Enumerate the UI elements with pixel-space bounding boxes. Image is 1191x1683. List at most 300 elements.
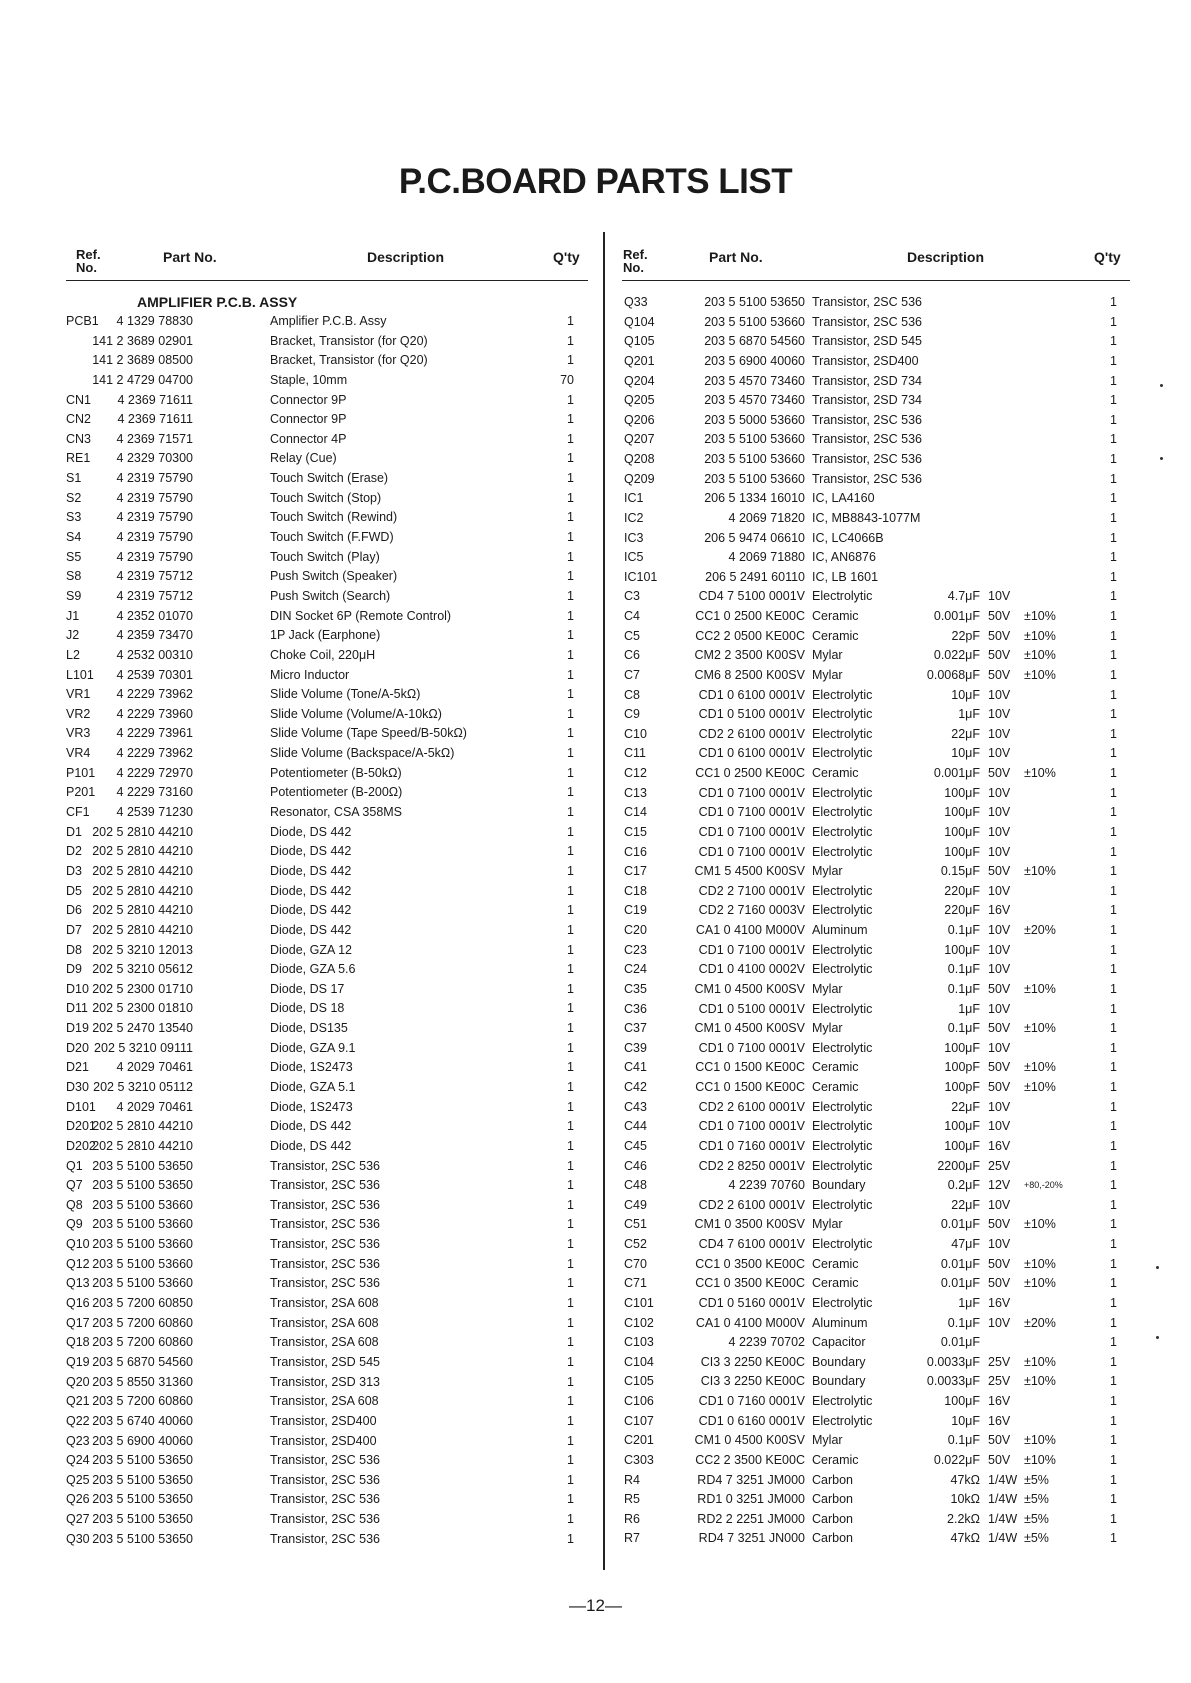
table-row xyxy=(622,1039,1130,1059)
tolerance-cell: ±5% xyxy=(1024,1531,1049,1546)
rating-cell: 10V xyxy=(988,1237,1011,1251)
ref-cell: C17 xyxy=(624,864,647,879)
description-cell: Mylar xyxy=(812,648,843,663)
rating-cell: 1/4W xyxy=(988,1511,1018,1526)
description-cell: Capacitor xyxy=(812,1335,866,1350)
value-cell: 0.15μF xyxy=(940,864,980,879)
ref-cell: Q33 xyxy=(624,295,648,309)
table-row xyxy=(622,1196,1130,1216)
ref-cell: D6 xyxy=(66,903,82,918)
qty-cell: 1 xyxy=(567,1453,574,1468)
table-row xyxy=(66,312,588,332)
rating-cell: 10V xyxy=(988,962,1011,977)
description-cell: Transistor, 2SD 313 xyxy=(270,1374,381,1389)
part-no-cell: CD2 2 8250 0001V xyxy=(698,1158,805,1173)
ref-cell: Q206 xyxy=(624,412,655,427)
table-row xyxy=(622,1392,1130,1412)
part-no-cell: 203 5 6740 40060 xyxy=(92,1413,193,1428)
description-cell: IC, MB8843-1077M xyxy=(812,510,921,525)
qty-cell: 1 xyxy=(1110,707,1117,722)
qty-cell: 1 xyxy=(567,1217,574,1232)
qty-cell: 1 xyxy=(567,1197,574,1212)
description-cell: Transistor, 2SD 734 xyxy=(812,393,923,408)
ref-cell: C10 xyxy=(624,726,647,741)
qty-cell: 1 xyxy=(1110,628,1117,643)
part-no-cell: CC1 0 3500 KE00C xyxy=(695,1256,805,1271)
part-no-cell: 202 5 3210 05612 xyxy=(92,962,193,977)
qty-cell: 1 xyxy=(1110,1080,1117,1094)
qty-cell: 1 xyxy=(567,1296,574,1311)
part-no-cell: 4 2319 75790 xyxy=(116,510,193,525)
rating-cell: 50V xyxy=(988,766,1011,780)
description-cell: IC, LC4066B xyxy=(812,530,884,545)
part-no-cell: CC1 0 2500 KE00C xyxy=(695,609,805,623)
description-cell: Boundary xyxy=(812,1178,866,1193)
ref-cell: D20 xyxy=(66,1040,89,1055)
table-row xyxy=(622,430,1130,450)
tolerance-cell: ±10% xyxy=(1024,1374,1056,1389)
rating-cell: 10V xyxy=(988,1040,1011,1055)
description-cell: Transistor, 2SD 545 xyxy=(812,334,923,349)
value-cell: 0.01μF xyxy=(940,1217,980,1232)
header-qty: Q'ty xyxy=(553,249,580,265)
description-cell: Connector 4P xyxy=(270,431,347,446)
part-no-cell: CM1 0 4500 K00SV xyxy=(694,1433,805,1448)
description-cell: Transistor, 2SC 536 xyxy=(270,1237,381,1252)
ref-cell: D7 xyxy=(66,922,82,937)
table-row xyxy=(622,352,1130,372)
description-cell: Ceramic xyxy=(812,628,859,643)
part-no-cell: 4 2029 70461 xyxy=(116,1099,193,1114)
rating-cell: 50V xyxy=(988,981,1011,996)
ref-cell: C7 xyxy=(624,667,640,682)
part-no-cell: 203 5 5100 53650 xyxy=(92,1178,193,1193)
table-row xyxy=(622,568,1130,588)
part-no-cell: CD4 7 5100 0001V xyxy=(698,589,805,604)
part-no-cell: 202 5 2810 44210 xyxy=(92,903,193,918)
part-no-cell: 203 5 5100 53650 xyxy=(92,1492,193,1507)
part-no-cell: 203 5 7200 60860 xyxy=(92,1315,193,1330)
header-description: Description xyxy=(367,249,445,265)
ref-cell: D11 xyxy=(66,1001,89,1016)
ref-cell: C107 xyxy=(624,1413,654,1428)
part-no-cell: 4 2319 75790 xyxy=(116,490,193,505)
part-no-cell: 203 5 5100 53650 xyxy=(92,1158,193,1173)
part-no-cell: 4 2539 71230 xyxy=(116,805,193,820)
qty-cell: 1 xyxy=(1110,1099,1117,1114)
tolerance-cell: ±10% xyxy=(1024,1433,1056,1448)
qty-cell: 1 xyxy=(567,824,574,839)
table-row xyxy=(622,529,1130,549)
ref-cell: C16 xyxy=(624,844,647,859)
part-no-cell: CI3 3 2250 KE00C xyxy=(700,1354,805,1369)
description-cell: Electrolytic xyxy=(812,844,873,859)
ref-cell: D3 xyxy=(66,863,82,878)
description-cell: Touch Switch (Rewind) xyxy=(270,510,398,525)
part-no-cell: 202 5 2470 13540 xyxy=(92,1021,193,1036)
rating-cell: 10V xyxy=(988,726,1011,741)
qty-cell: 1 xyxy=(567,647,574,662)
part-no-cell: 202 5 2810 44210 xyxy=(92,824,193,839)
table-row xyxy=(622,1176,1130,1196)
part-no-cell: 4 2369 71611 xyxy=(117,412,193,427)
rating-cell: 12V xyxy=(988,1178,1011,1193)
description-cell: Relay (Cue) xyxy=(270,451,337,466)
part-no-cell: CD1 0 5100 0001V xyxy=(698,1001,805,1016)
rating-cell: 10V xyxy=(988,687,1011,702)
description-cell: Transistor, 2SC 536 xyxy=(270,1472,381,1487)
table-row xyxy=(622,1019,1130,1039)
part-no-cell: 4 2359 73470 xyxy=(116,628,193,643)
rating-cell: 10V xyxy=(988,923,1011,937)
table-row xyxy=(622,1372,1130,1392)
ref-cell: D9 xyxy=(66,962,82,977)
description-cell: Electrolytic xyxy=(812,1158,873,1173)
table-row xyxy=(66,842,588,862)
ref-cell: D2 xyxy=(66,844,82,859)
ref-cell: S5 xyxy=(66,549,82,564)
description-cell: Electrolytic xyxy=(812,824,873,839)
qty-cell: 1 xyxy=(567,333,574,348)
rating-cell: 50V xyxy=(988,628,1011,643)
table-row xyxy=(66,882,588,902)
value-cell: 0.2μF xyxy=(947,1178,980,1193)
description-cell: Transistor, 2SC 536 xyxy=(270,1158,381,1173)
description-cell: Slide Volume (Volume/A-10kΩ) xyxy=(270,706,442,721)
ref-cell: VR1 xyxy=(66,687,91,702)
ref-cell: Q30 xyxy=(66,1531,90,1546)
rating-cell: 1/4W xyxy=(988,1492,1018,1507)
part-no-cell: 202 5 3210 05112 xyxy=(93,1079,193,1094)
description-cell: Transistor, 2SC 536 xyxy=(270,1492,381,1507)
description-cell: Ceramic xyxy=(812,766,859,780)
qty-cell: 1 xyxy=(1110,1374,1117,1389)
qty-cell: 1 xyxy=(567,1374,574,1389)
description-cell: Slide Volume (Backspace/A-5kΩ) xyxy=(270,746,455,761)
part-no-cell: 4 2229 73962 xyxy=(116,746,193,761)
qty-cell: 1 xyxy=(567,588,574,603)
qty-cell: 1 xyxy=(567,1492,574,1507)
qty-cell: 1 xyxy=(567,1433,574,1448)
description-cell: Diode, DS 442 xyxy=(270,844,352,859)
description-cell: Push Switch (Speaker) xyxy=(270,569,398,584)
table-row xyxy=(66,1353,588,1373)
table-row xyxy=(622,332,1130,352)
table-row xyxy=(66,764,588,784)
description-cell: Diode, DS 442 xyxy=(270,922,352,937)
description-cell: Transistor, 2SC 536 xyxy=(270,1178,381,1193)
qty-cell: 1 xyxy=(1110,962,1117,977)
qty-cell: 1 xyxy=(567,883,574,898)
ref-cell: Q27 xyxy=(66,1512,90,1527)
qty-cell: 1 xyxy=(1110,1178,1117,1193)
description-cell: Diode, GZA 5.6 xyxy=(270,962,356,977)
table-row xyxy=(622,843,1130,863)
ref-cell: Q22 xyxy=(66,1413,90,1428)
qty-cell: 1 xyxy=(567,1256,574,1271)
qty-cell: 70 xyxy=(560,372,574,387)
description-cell: Diode, GZA 5.1 xyxy=(270,1079,356,1094)
table-row xyxy=(66,469,588,489)
description-cell: Diode, DS135 xyxy=(270,1021,348,1036)
qty-cell: 1 xyxy=(567,1060,574,1075)
rating-cell: 50V xyxy=(988,1452,1011,1467)
ref-cell: C39 xyxy=(624,1040,647,1055)
ref-cell: C44 xyxy=(624,1119,647,1134)
part-no-cell: CD1 0 5160 0001V xyxy=(698,1295,805,1310)
value-cell: 100pF xyxy=(944,1080,980,1094)
table-row xyxy=(66,1176,588,1196)
value-cell: 100μF xyxy=(944,824,980,839)
ref-cell: C52 xyxy=(624,1237,647,1251)
table-row xyxy=(622,666,1130,686)
description-cell: Mylar xyxy=(812,667,843,682)
description-cell: Diode, DS 17 xyxy=(270,981,345,996)
rating-cell: 50V xyxy=(988,1433,1011,1448)
description-cell: Electrolytic xyxy=(812,1295,873,1310)
table-row xyxy=(622,313,1130,333)
description-cell: Aluminum xyxy=(812,923,868,937)
qty-cell: 1 xyxy=(1110,1217,1117,1232)
ref-cell: D19 xyxy=(66,1021,89,1036)
description-cell: DIN Socket 6P (Remote Control) xyxy=(270,608,452,623)
table-row xyxy=(622,1078,1130,1098)
table-row xyxy=(622,587,1130,607)
ref-cell: C103 xyxy=(624,1335,654,1350)
description-cell: Transistor, 2SC 536 xyxy=(812,452,923,466)
ref-cell: Q207 xyxy=(624,432,655,447)
part-no-cell: 203 5 5100 53660 xyxy=(92,1217,193,1232)
part-no-cell: CC1 0 1500 KE00C xyxy=(695,1080,805,1094)
ref-cell: Q104 xyxy=(624,314,655,329)
value-cell: 22μF xyxy=(951,726,980,741)
value-cell: 220μF xyxy=(944,883,980,898)
part-no-cell: CD1 0 6100 0001V xyxy=(698,687,805,702)
table-row xyxy=(622,1117,1130,1137)
qty-cell: 1 xyxy=(1110,785,1117,800)
part-no-cell: 202 5 2810 44210 xyxy=(92,1138,193,1153)
part-no-cell: RD4 7 3251 JM000 xyxy=(697,1472,805,1487)
description-cell: Electrolytic xyxy=(812,687,873,702)
value-cell: 47μF xyxy=(951,1237,980,1251)
value-cell: 100μF xyxy=(944,785,980,800)
table-row xyxy=(622,686,1130,706)
ref-cell: R5 xyxy=(624,1492,640,1507)
part-no-cell: 4 2539 70301 xyxy=(116,667,193,682)
description-cell: Diode, DS 442 xyxy=(270,883,352,898)
part-no-cell: 203 5 6900 40060 xyxy=(92,1433,193,1448)
ref-cell: C14 xyxy=(624,805,647,820)
qty-cell: 1 xyxy=(1110,412,1117,427)
part-no-cell: CD2 2 7100 0001V xyxy=(698,883,805,898)
ref-cell: Q204 xyxy=(624,373,655,388)
table-row xyxy=(66,1157,588,1177)
part-no-cell: 202 5 2300 01710 xyxy=(92,981,193,996)
part-no-cell: 4 2239 70702 xyxy=(728,1335,805,1350)
value-cell: 220μF xyxy=(944,903,980,918)
description-cell: Transistor, 2SC 536 xyxy=(812,295,923,309)
qty-cell: 1 xyxy=(567,569,574,584)
ref-cell: Q21 xyxy=(66,1394,90,1409)
table-row xyxy=(66,1333,588,1353)
table-row xyxy=(622,470,1130,490)
rating-cell: 16V xyxy=(988,1138,1011,1153)
qty-cell: 1 xyxy=(1110,353,1117,368)
ref-cell: S8 xyxy=(66,569,82,584)
description-cell: Mylar xyxy=(812,981,843,996)
table-row xyxy=(66,960,588,980)
value-cell: 0.022μF xyxy=(933,1452,980,1467)
part-no-cell: CD1 0 7100 0001V xyxy=(698,844,805,859)
ref-cell: D101 xyxy=(66,1099,96,1114)
description-cell: Transistor, 2SC 536 xyxy=(812,471,923,486)
tolerance-cell: +80,-20% xyxy=(1024,1180,1063,1191)
ref-cell: C6 xyxy=(624,648,640,663)
table-row xyxy=(66,1530,588,1550)
table-row xyxy=(66,1078,588,1098)
description-cell: Transistor, 2SD400 xyxy=(812,353,919,368)
value-cell: 10kΩ xyxy=(950,1492,980,1507)
qty-cell: 1 xyxy=(1110,373,1117,388)
table-row xyxy=(66,1235,588,1255)
description-cell: Bracket, Transistor (for Q20) xyxy=(270,353,428,368)
part-no-cell: RD1 0 3251 JM000 xyxy=(697,1492,805,1507)
ref-cell: Q16 xyxy=(66,1296,90,1311)
table-row xyxy=(66,685,588,705)
table-row xyxy=(622,1412,1130,1432)
qty-cell: 1 xyxy=(1110,1354,1117,1369)
part-no-cell: CD1 0 6160 0001V xyxy=(698,1413,805,1428)
part-no-cell: 203 5 5100 53660 xyxy=(704,471,805,486)
ref-cell: L2 xyxy=(66,647,80,662)
header-part-no: Part No. xyxy=(709,249,763,265)
table-row xyxy=(66,1098,588,1118)
value-cell: 10μF xyxy=(951,687,980,702)
rating-cell: 10V xyxy=(988,1099,1011,1114)
ref-cell: Q8 xyxy=(66,1197,83,1212)
table-row xyxy=(622,1510,1130,1530)
qty-cell: 1 xyxy=(567,1001,574,1016)
ref-cell: C18 xyxy=(624,883,647,898)
part-no-cell: 4 2329 70300 xyxy=(116,451,193,466)
ref-cell: C19 xyxy=(624,903,647,918)
description-cell: Electrolytic xyxy=(812,883,873,898)
ref-cell: C201 xyxy=(624,1433,654,1448)
rating-cell: 50V xyxy=(988,1021,1011,1036)
ref-cell: R7 xyxy=(624,1531,640,1546)
description-cell: Transistor, 2SA 608 xyxy=(270,1296,379,1311)
ref-cell: Q25 xyxy=(66,1472,90,1487)
qty-cell: 1 xyxy=(567,922,574,937)
part-no-cell: 4 1329 78830 xyxy=(116,314,193,328)
qty-cell: 1 xyxy=(567,1354,574,1369)
qty-cell: 1 xyxy=(1110,746,1117,761)
ref-cell: Q23 xyxy=(66,1433,90,1448)
qty-cell: 1 xyxy=(567,706,574,721)
header-no: No. xyxy=(76,260,97,275)
scan-speck xyxy=(1160,384,1163,387)
qty-cell: 1 xyxy=(567,392,574,407)
value-cell: 0.1μF xyxy=(947,962,980,977)
tolerance-cell: ±10% xyxy=(1024,1452,1056,1467)
part-no-cell: CD1 0 6100 0001V xyxy=(698,746,805,761)
table-row xyxy=(622,391,1130,411)
description-cell: Push Switch (Search) xyxy=(270,588,391,603)
value-cell: 22μF xyxy=(951,1099,980,1114)
table-row xyxy=(66,1490,588,1510)
ref-cell: C9 xyxy=(624,707,640,722)
description-cell: Electrolytic xyxy=(812,1413,873,1428)
qty-cell: 1 xyxy=(567,1472,574,1487)
ref-cell: D201 xyxy=(66,1119,96,1134)
rating-cell: 50V xyxy=(988,648,1011,663)
ref-cell: C12 xyxy=(624,766,647,780)
part-no-cell: CD1 0 7160 0001V xyxy=(698,1394,805,1408)
part-no-cell: 141 2 4729 04700 xyxy=(92,372,193,387)
qty-cell: 1 xyxy=(567,314,574,328)
tolerance-cell: ±10% xyxy=(1024,1276,1056,1291)
description-cell: Electrolytic xyxy=(812,1040,873,1055)
value-cell: 0.1μF xyxy=(947,1433,980,1448)
description-cell: IC, LB 1601 xyxy=(812,569,879,584)
description-cell: Electrolytic xyxy=(812,1119,873,1134)
ref-cell: IC5 xyxy=(624,550,644,565)
rating-cell: 10V xyxy=(988,746,1011,761)
description-cell: Electrolytic xyxy=(812,746,873,761)
part-no-cell: CD1 0 5100 0001V xyxy=(698,707,805,722)
table-row xyxy=(622,1274,1130,1294)
ref-cell: R4 xyxy=(624,1472,640,1487)
part-no-cell: 203 5 5100 53650 xyxy=(92,1531,193,1546)
ref-cell: Q1 xyxy=(66,1158,83,1173)
ref-cell: C101 xyxy=(624,1295,654,1310)
description-cell: Connector 9P xyxy=(270,392,347,407)
table-row xyxy=(622,1215,1130,1235)
table-row xyxy=(622,725,1130,745)
table-row xyxy=(66,332,588,352)
rating-cell: 10V xyxy=(988,883,1011,898)
table-row xyxy=(66,1117,588,1137)
description-cell: Transistor, 2SA 608 xyxy=(270,1315,379,1330)
rating-cell: 50V xyxy=(988,1060,1011,1075)
ref-cell: IC101 xyxy=(624,569,658,584)
table-row xyxy=(622,764,1130,784)
value-cell: 0.0068μF xyxy=(926,667,980,682)
description-cell: Electrolytic xyxy=(812,589,873,604)
qty-cell: 1 xyxy=(1110,766,1117,780)
table-row xyxy=(66,646,588,666)
ref-cell: S2 xyxy=(66,490,82,505)
ref-cell: D202 xyxy=(66,1138,96,1153)
description-cell: Electrolytic xyxy=(812,1197,873,1212)
part-no-cell: CM6 8 2500 K00SV xyxy=(694,667,805,682)
rating-cell: 50V xyxy=(988,1217,1011,1232)
rating-cell: 10V xyxy=(988,844,1011,859)
description-cell: Transistor, 2SD400 xyxy=(270,1433,377,1448)
table-row xyxy=(622,607,1130,627)
part-no-cell: 203 5 5100 53660 xyxy=(704,314,805,329)
description-cell: Electrolytic xyxy=(812,805,873,820)
header-part-no: Part No. xyxy=(163,249,217,265)
part-no-cell: CC1 0 3500 KE00C xyxy=(695,1276,805,1291)
table-row xyxy=(66,744,588,764)
qty-cell: 1 xyxy=(567,844,574,859)
ref-cell: C102 xyxy=(624,1315,654,1330)
ref-cell: C106 xyxy=(624,1394,654,1408)
qty-cell: 1 xyxy=(567,1512,574,1527)
description-cell: Transistor, 2SC 536 xyxy=(270,1453,381,1468)
table-row xyxy=(66,351,588,371)
